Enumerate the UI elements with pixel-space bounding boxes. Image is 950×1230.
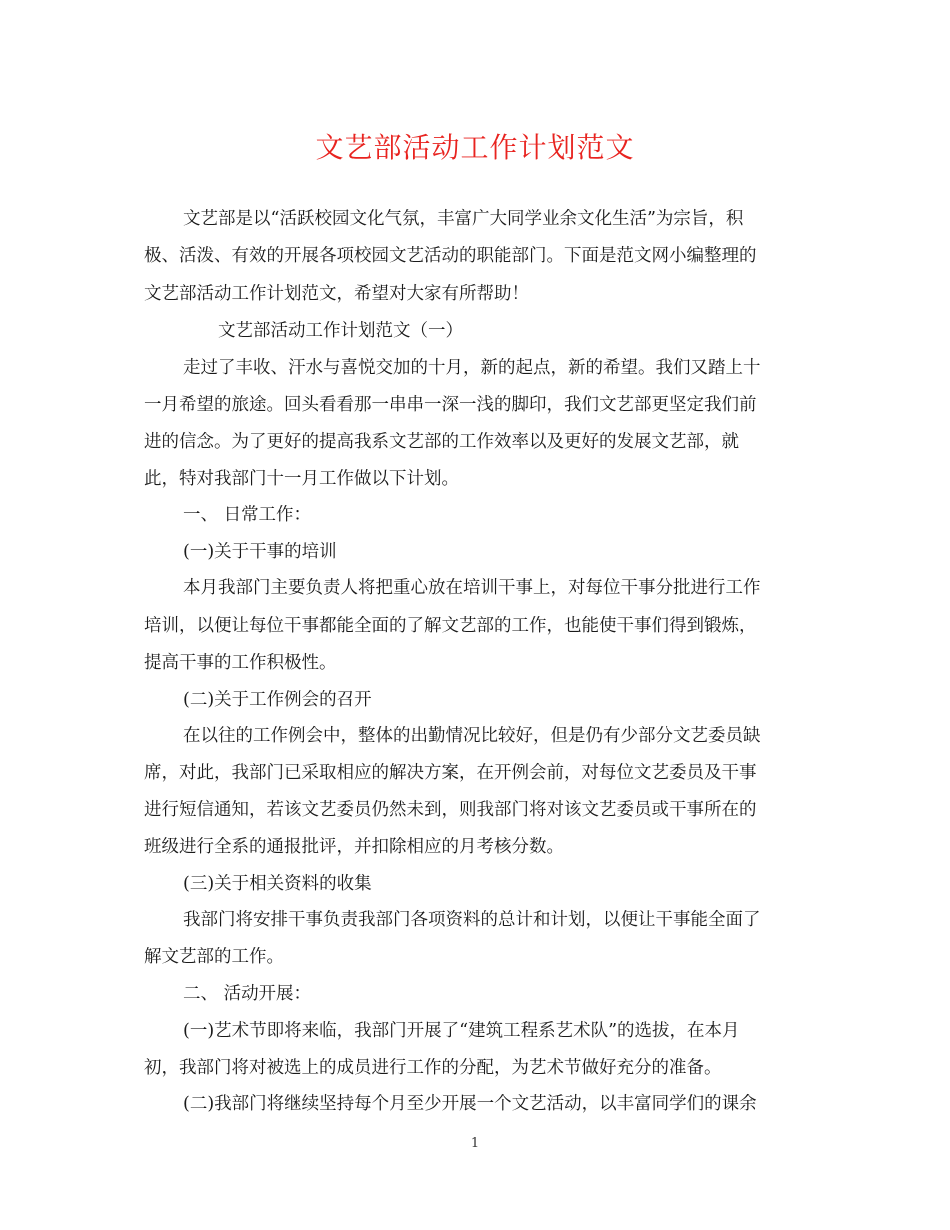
paragraph-line: (二)我部门将继续坚持每个月至少开展一个文艺活动，以丰富同学们的课余 [183,1094,757,1114]
paragraph-line: 此，特对我部门十一月工作做以下计划。 [144,469,459,489]
paragraph-line: 极、活泼、有效的开展各项校园文艺活动的职能部门。下面是范文网小编整理的 [144,246,757,266]
section-heading: 二、 活动开展： [183,984,312,1004]
paragraph-line: 一月希望的旅途。回头看看那一串串一深一浅的脚印，我们文艺部更坚定我们前 [144,395,757,415]
section-heading: 一、 日常工作： [183,505,312,525]
paragraph-line: 解文艺部的工作。 [144,947,284,967]
paragraph-line: 文艺部是以“活跃校园文化气氛，丰富广大同学业余文化生活”为宗旨，积 [183,209,744,229]
paragraph-line: 在以往的工作例会中，整体的出勤情况比较好，但是仍有少部分文艺委员缺 [183,726,761,746]
section-heading: 文艺部活动工作计划范文（一） [218,321,463,341]
subsection-heading: (二)关于工作例会的召开 [183,690,372,710]
paragraph-line: 进的信念。为了更好的提高我系文艺部的工作效率以及更好的发展文艺部，就 [144,432,739,452]
paragraph-line: 提高干事的工作积极性。 [144,653,337,673]
paragraph-line: 席，对此，我部门已采取相应的解决方案，在开例会前，对每位文艺委员及干事 [144,763,757,783]
document-title: 文艺部活动工作计划范文 [315,131,635,164]
paragraph-line: 进行短信通知，若该文艺委员仍然未到，则我部门将对该文艺委员或干事所在的 [144,800,757,820]
subsection-heading: (一)关于干事的培训 [183,542,337,562]
paragraph-line: (一)艺术节即将来临，我部门开展了“建筑工程系艺术队”的选拔，在本月 [183,1021,740,1041]
page-number: 1 [470,1136,480,1151]
paragraph-line: 初，我部门将对被选上的成员进行工作的分配，为艺术节做好充分的准备。 [144,1058,722,1078]
paragraph-line: 走过了丰收、汗水与喜悦交加的十月，新的起点，新的希望。我们又踏上十 [183,358,761,378]
paragraph-line: 我部门将安排干事负责我部门各项资料的总计和计划，以便让干事能全面了 [183,910,761,930]
paragraph-line: 班级进行全系的通报批评，并扣除相应的月考核分数。 [144,837,564,857]
paragraph-line: 培训，以便让每位干事都能全面的了解文艺部的工作，也能使干事们得到锻炼， [144,616,757,636]
paragraph-line: 文艺部活动工作计划范文，希望对大家有所帮助！ [144,284,529,304]
subsection-heading: (三)关于相关资料的收集 [183,874,372,894]
paragraph-line: 本月我部门主要负责人将把重心放在培训干事上，对每位干事分批进行工作 [183,578,761,598]
